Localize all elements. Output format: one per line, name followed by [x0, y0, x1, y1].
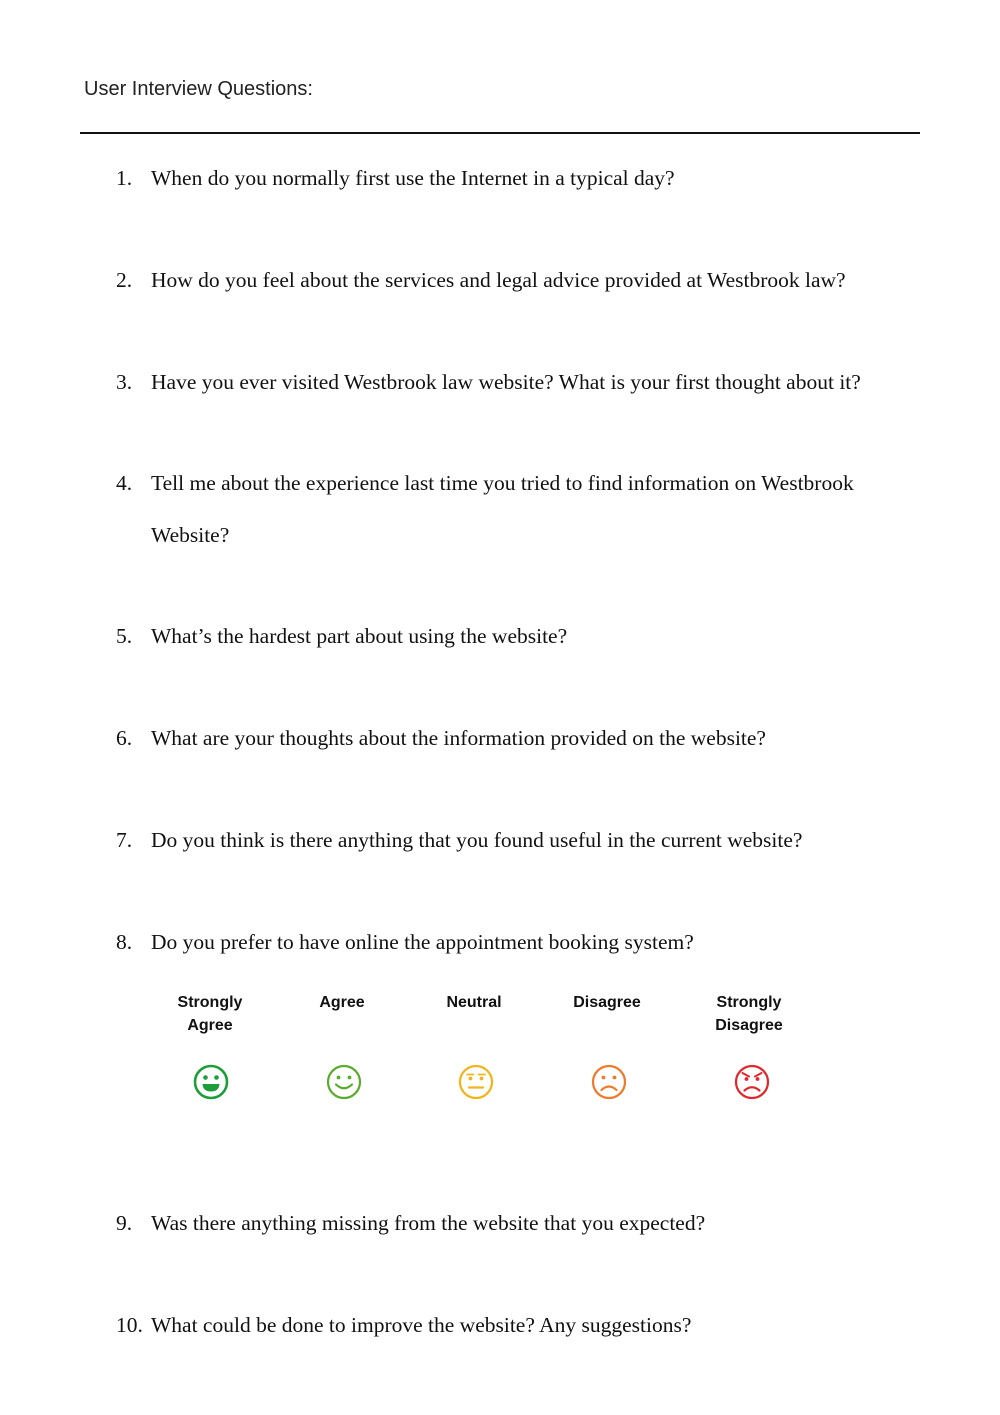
header-divider — [80, 132, 920, 134]
question-number: 5. — [116, 624, 133, 648]
question-item — [116, 1197, 906, 1249]
question-item — [116, 916, 906, 968]
question-number: 6. — [116, 726, 133, 750]
question-item — [116, 457, 906, 561]
happy-face-icon[interactable] — [325, 1063, 363, 1101]
question-text: Have you ever visited Westbrook law website? What is your first thought about it? — [151, 370, 861, 394]
question-number: 9. — [116, 1211, 133, 1235]
question-number: 4. — [116, 471, 133, 495]
question-item — [116, 254, 906, 306]
question-text: Tell me about the experience last time you tried to find information on Westbrook Website? — [151, 471, 854, 547]
sad-face-icon[interactable] — [590, 1063, 628, 1101]
question-item — [116, 610, 906, 662]
question-item — [116, 356, 906, 408]
question-text: What are your thoughts about the information provided on the website? — [151, 726, 766, 750]
question-number: 1. — [116, 166, 133, 190]
scale-label-agree: Agree — [319, 994, 365, 1011]
very-happy-face-icon[interactable] — [192, 1063, 230, 1101]
question-item — [116, 152, 906, 204]
scale-label-disagree: Disagree — [573, 994, 641, 1011]
question-text: What’s the hardest part about using the website? — [151, 624, 568, 648]
scale-label-strongly-agree: Strongly Agree — [177, 994, 243, 1034]
page-title: User Interview Questions: — [84, 78, 313, 100]
question-text: Do you think is there anything that you found useful in the current website? — [151, 828, 803, 852]
question-text: What could be done to improve the website? Any suggestions? — [151, 1313, 692, 1337]
question-number: 2. — [116, 268, 133, 292]
neutral-face-icon[interactable] — [457, 1063, 495, 1101]
question-number: 3. — [116, 370, 133, 394]
question-text: Was there anything missing from the website that you expected? — [151, 1211, 706, 1235]
angry-face-icon[interactable] — [733, 1063, 771, 1101]
question-text: How do you feel about the services and legal advice provided at Westbrook law? — [151, 268, 846, 292]
question-item — [116, 712, 906, 764]
question-text: Do you prefer to have online the appointment booking system? — [151, 930, 694, 954]
question-item — [116, 814, 906, 866]
scale-label-neutral: Neutral — [446, 994, 502, 1011]
question-number: 10. — [116, 1313, 143, 1337]
question-number: 7. — [116, 828, 133, 852]
question-item — [116, 1299, 906, 1351]
question-number: 8. — [116, 930, 133, 954]
question-text: When do you normally first use the Internet in a typical day? — [151, 166, 675, 190]
scale-label-strongly-disagree: Strongly Disagree — [715, 994, 783, 1034]
